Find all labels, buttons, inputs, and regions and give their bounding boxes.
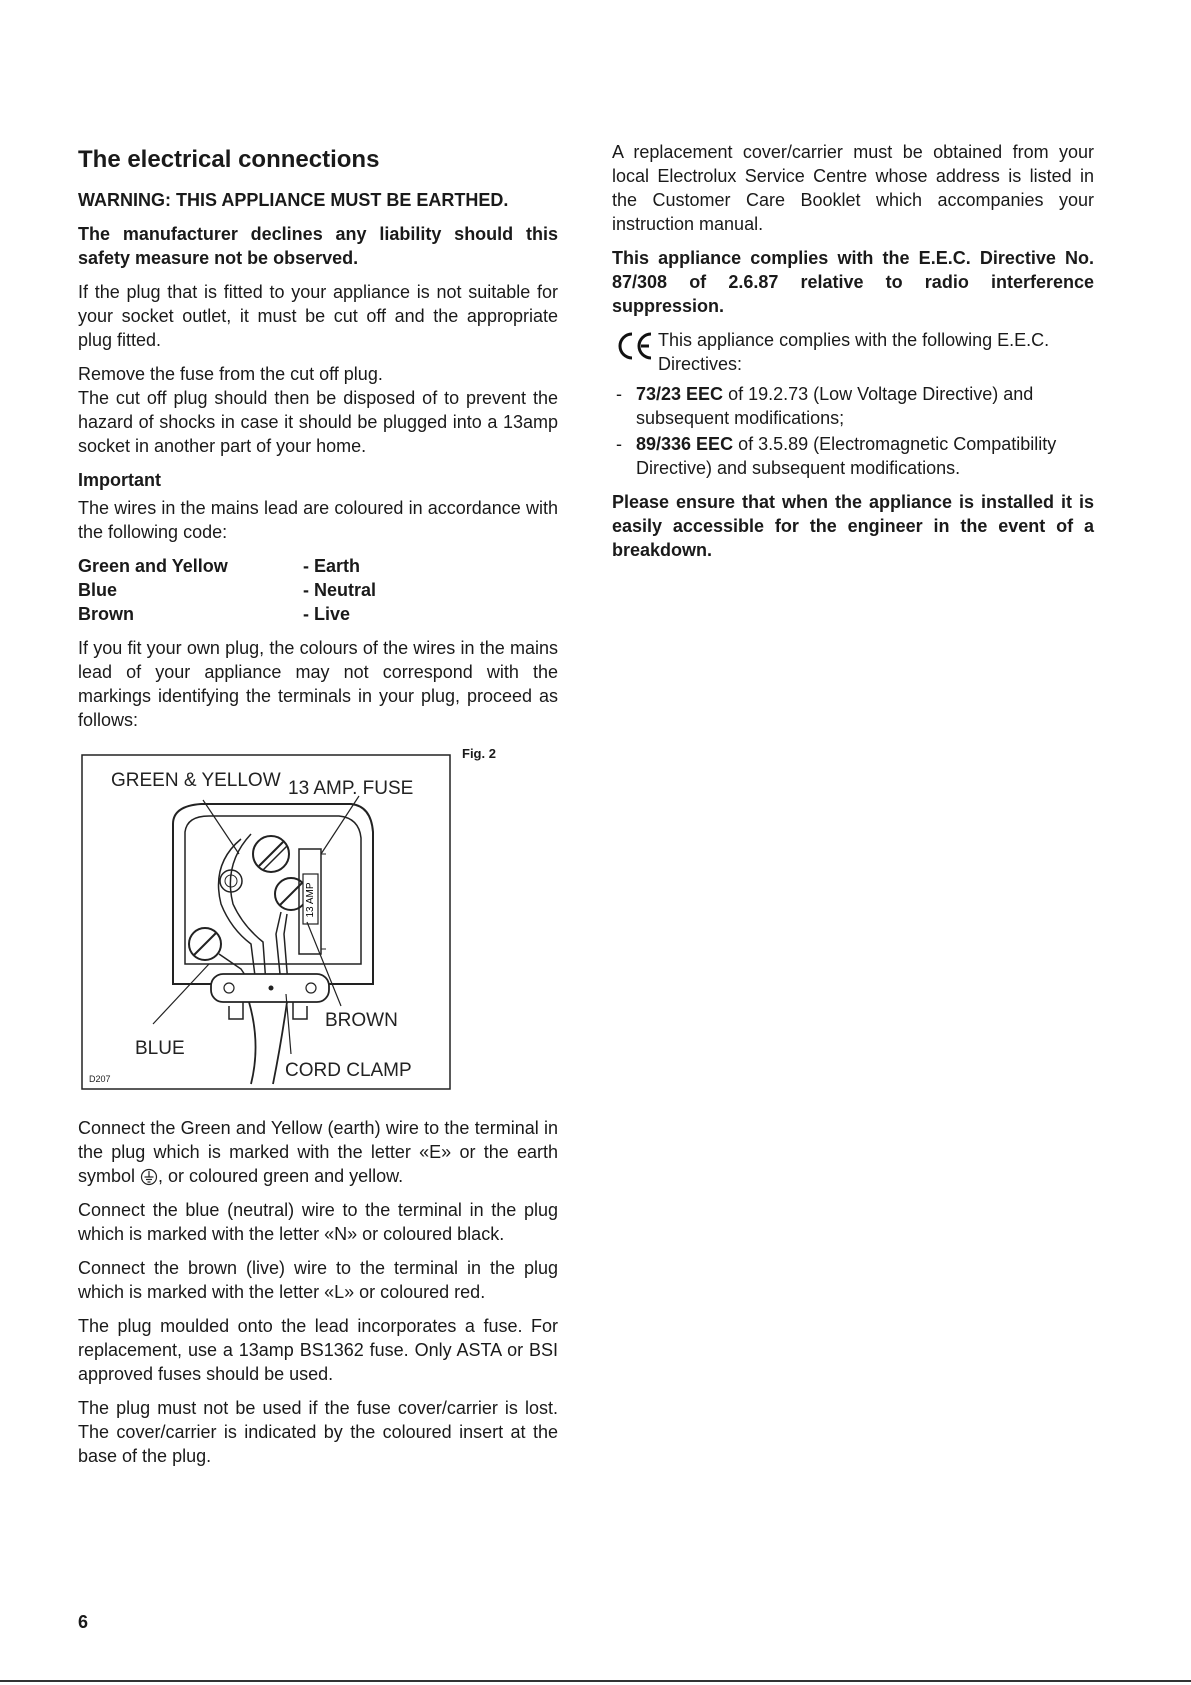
label-green-yellow: GREEN & YELLOW — [111, 770, 281, 791]
wire-colour-blue: Blue — [78, 580, 118, 600]
paragraph-plug-unsuitable: If the plug that is fitted to your appliance is not suitable for your socket outlet, it must be cut off and the appropriate plug fitted. — [78, 282, 558, 350]
wire-colour-green-yellow: Green and Yellow — [78, 556, 228, 576]
paragraph-connect-neutral: Connect the blue (neutral) wire to the terminal in the plug which is marked with the letter «N» or coloured black. — [78, 1200, 558, 1244]
right-column — [612, 140, 1094, 572]
wire-meaning-neutral: - Neutral — [303, 580, 377, 600]
paragraph-connect-live: Connect the brown (live) wire to the terminal in the plug which is marked with the letter «L» or coloured red. — [78, 1258, 558, 1302]
section-title: The electrical connections — [78, 146, 380, 173]
bottom-rule — [0, 1680, 1191, 1682]
paragraph-fuse-replacement: The plug moulded onto the lead incorporates a fuse. For replacement, use a 13amp BS1362 fuse. Only ASTA or BSI approved fuses should be used. — [78, 1316, 558, 1384]
plug-diagram — [81, 754, 451, 1090]
paragraph-dispose-plug: The cut off plug should then be disposed of to prevent the hazard of shocks in case it should be plugged into a 13amp socket in another part of your home. — [78, 388, 558, 456]
paragraph-connect-earth — [78, 1116, 558, 1188]
directive-code: 89/336 EEC — [636, 434, 734, 454]
directives-list — [612, 382, 1094, 480]
directive-item — [612, 382, 1094, 430]
ce-compliance — [612, 328, 1094, 376]
paragraph-replacement-cover: A replacement cover/carrier must be obtained from your local Electrolux Service Centre whose address is listed in the Customer Care Booklet which accompanies your instruction manual. — [612, 142, 1094, 234]
page-number: 6 — [78, 1612, 89, 1632]
wire-colour-table — [78, 554, 558, 626]
directive-item — [612, 432, 1094, 480]
earth-warning: WARNING: THIS APPLIANCE MUST BE EARTHED. — [78, 190, 509, 210]
left-column — [78, 140, 558, 1478]
paragraph-remove-fuse: Remove the fuse from the cut off plug. — [78, 364, 383, 384]
label-blue: BLUE — [135, 1038, 185, 1059]
liability-notice: The manufacturer declines any liability should this safety measure not be observed. — [78, 224, 558, 268]
ce-compliance-text: This appliance complies with the following E.E.C. Directives: — [658, 330, 1050, 374]
label-brown: BROWN — [325, 1010, 398, 1031]
connect-earth-text-end: , or coloured green and yellow. — [158, 1166, 404, 1186]
plug-body-outline — [173, 804, 373, 984]
label-fuse: 13 AMP. FUSE — [288, 778, 414, 799]
wire-meaning-earth: - Earth — [303, 556, 361, 576]
fuse-cartridge-label: 13 AMP — [305, 882, 316, 918]
plug-wiring-figure — [78, 746, 558, 1106]
directive-code: 73/23 EEC — [636, 384, 724, 404]
paragraph-radio-interference: This appliance complies with the E.E.C. Directive No. 87/308 of 2.6.87 relative to radio interference suppression. — [612, 248, 1094, 316]
wire-meaning-live: - Live — [303, 604, 351, 624]
directive-text: of 3.5.89 (Electromagnetic Compatibility Directive) and subsequent modifications. — [636, 434, 1057, 478]
paragraph-fuse-cover: The plug must not be used if the fuse cover/carrier is lost. The cover/carrier is indicated by the coloured insert at the base of the plug. — [78, 1398, 558, 1466]
paragraph-accessibility: Please ensure that when the appliance is installed it is easily accessible for the engineer in the event of a breakdown. — [612, 492, 1094, 560]
wire-colour-brown: Brown — [78, 604, 134, 624]
directive-text: of 19.2.73 (Low Voltage Directive) and subsequent modifications; — [636, 384, 1034, 428]
figure-code: D207 — [89, 1074, 111, 1084]
connect-earth-text: Connect the Green and Yellow (earth) wire to the terminal in the plug which is marked with the letter «E» or the earth symbol — [78, 1118, 558, 1186]
paragraph-wire-code: The wires in the mains lead are coloured in accordance with the following code: — [78, 498, 558, 542]
important-heading: Important — [78, 470, 161, 490]
paragraph-own-plug: If you fit your own plug, the colours of the wires in the mains lead of your appliance may not correspond with the markings identifying the terminals in your plug, proceed as follows: — [78, 638, 558, 730]
figure-label: Fig. 2 — [462, 746, 496, 761]
ce-mark-icon — [612, 328, 658, 364]
earth-symbol-icon — [140, 1168, 158, 1186]
label-cord-clamp: CORD CLAMP — [285, 1060, 412, 1081]
